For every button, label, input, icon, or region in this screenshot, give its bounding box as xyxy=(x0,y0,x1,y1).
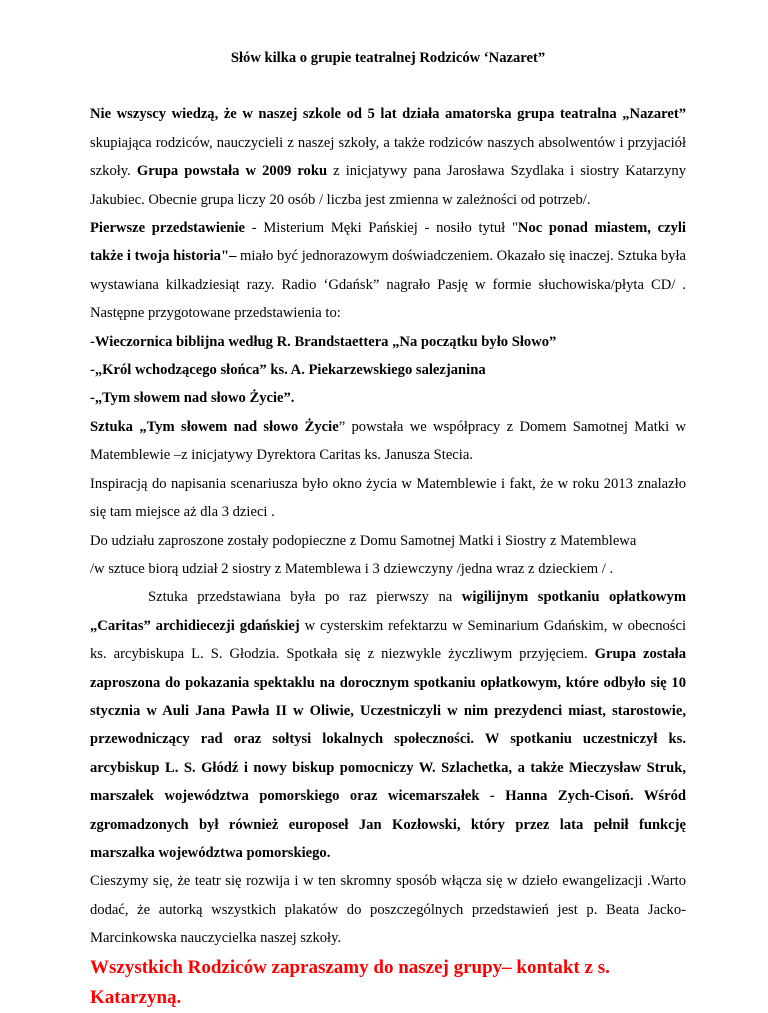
inspiration-paragraph: Inspiracją do napisania scenariusza było okno życia w Matemblewie i fakt, że w roku 2013 znalazło się tam miejsce aż dla 3 dzieci . xyxy=(90,475,686,521)
document-title: Słów kilka o grupie teatralnej Rodziców ‘Nazaret” xyxy=(230,50,546,66)
intro-bold-lead: Nie wszyscy wiedzą, że w naszej szkole od 5 lat działa amatorska grupa teatralna „Nazaret” xyxy=(90,106,686,123)
intro-text-1: skupiająca rodziców, nauczycieli z naszej szkoły, a także rodziców naszych absolwentów i przyjaciół szkoły. xyxy=(90,134,686,180)
performance-list-item-3: -„Tym słowem nad słowo Życie”. xyxy=(90,390,295,407)
play-origin-paragraph xyxy=(90,413,686,470)
first-performance-label: Pierwsze przedstawienie xyxy=(90,220,246,237)
participants-line-1: Do udziału zaproszone zostały podopieczne z Domu Samotnej Matki i Siostry z Matemblewa xyxy=(90,532,637,549)
first-performance-text-1: - Misterium Męki Pańskiej - nosiło tytuł " xyxy=(245,220,518,237)
intro-text-2: z inicjatywy pana Jarosława Szydlaka i siostry Katarzyny Jakubiec. Obecnie grupa liczy 20 osób / liczba jest zmienna w zależności od potrzeb/. xyxy=(90,163,687,208)
call-to-action: Wszystkich Rodziców zapraszamy do naszej grupy– kontakt z s. Katarzyną. xyxy=(90,956,610,1008)
intro-bold-founded: Grupa powstała w 2009 roku xyxy=(136,163,328,180)
play-origin-bold: Sztuka „Tym słowem nad słowo Życie xyxy=(90,418,339,435)
first-performance-title: Noc ponad miastem, czyli także i twoja historia"– xyxy=(90,220,686,265)
premiere-bold-invitation: Grupa została zaproszona do pokazania spektaklu na dorocznym spotkaniu opłatkowym, które odbyło się 10 stycznia w Auli Jana Pawła II w Oliwie, Uczestniczyli w nim prezydenci miast, starostowie, przewodniczący rad oraz sołtysi lokalnych społeczności. W spotkaniu uczestniczył ks. arcybiskup L. S. Głódź i nowy biskup pomocniczy W. Szlachetka, a także Mieczysław Struk, marszałek województwa pomorskiego oraz wicemarszałek - Hanna Zych-Cisoń. Wśród zgromadzonych był również europoseł Jan Kozłowski, który przez lata pełnił funkcję marszałka województwa pomorskiego. xyxy=(90,646,687,861)
premiere-paragraph xyxy=(90,583,686,867)
first-performance-text-2: miało być jednorazowym doświadczeniem. Okazało się inaczej. Sztuka była wystawiana kilkadziesiąt razy. Radio ‘Gdańsk” nagrało Pasję w formie słuchowiska/płyta CD/ . Następne przygotowane przedstawienia to: xyxy=(90,248,686,322)
first-performance-paragraph xyxy=(90,214,686,328)
premiere-text-1: Sztuka przedstawiana była po raz pierwszy na xyxy=(148,589,462,606)
performance-list-item-2: -„Król wchodzącego słońca” ks. A. Piekarzewskiego salezjanina xyxy=(90,362,486,379)
premiere-text-2: w cysterskim refektarzu w Seminarium Gdańskim, w obecności ks. arcybiskupa L. S. Głodzia. Spotkała się z niezwykle życzliwym przyjęciem. xyxy=(90,617,686,663)
performance-list-item-1: -Wieczornica biblijna według R. Brandstaettera „Na początku było Słowo” xyxy=(90,333,557,350)
closing-paragraph: Cieszymy się, że teatr się rozwija i w ten skromny sposób włącza się w dzieło ewangelizacji .Warto dodać, że autorką wszystkich plakatów do poszczególnych przedstawień jest p. Beata Jacko-Marcinkowska nauczycielka naszej szkoły. xyxy=(90,873,686,947)
participants-line-2: /w sztuce biorą udział 2 siostry z Matemblewa i 3 dziewczyny /jedna wraz z dzieckiem / . xyxy=(90,560,614,577)
intro-paragraph xyxy=(90,100,686,214)
play-origin-text: ” powstała we współpracy z Domem Samotnej Matki w Matemblewie –z inicjatywy Dyrektora Caritas ks. Janusza Stecia. xyxy=(90,418,686,464)
document-page xyxy=(90,44,686,1013)
premiere-bold-event: wigilijnym spotkaniu opłatkowym „Caritas” archidiecezji gdańskiej xyxy=(90,589,686,634)
